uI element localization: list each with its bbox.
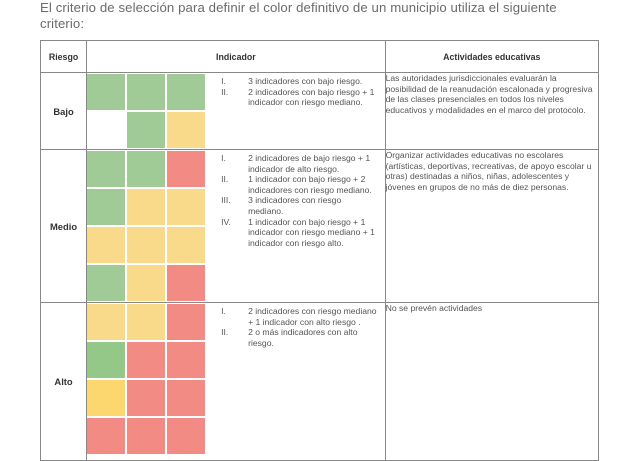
header-indicador: Indicador bbox=[87, 41, 386, 73]
color-swatch bbox=[127, 265, 165, 301]
color-swatch bbox=[87, 265, 125, 301]
list-item-text: 2 indicadores con bajo riesgo + 1 indicador con riesgo mediano. bbox=[248, 86, 375, 108]
list-item bbox=[221, 306, 379, 327]
color-swatch bbox=[87, 304, 125, 340]
indicator-cell bbox=[87, 150, 386, 303]
list-item-number: II. bbox=[221, 174, 229, 185]
criteria-table bbox=[40, 40, 599, 461]
color-swatch bbox=[87, 418, 125, 454]
table-header-row bbox=[41, 41, 599, 73]
color-swatch bbox=[87, 342, 125, 378]
list-item-text: 1 indicador con bajo riesgo + 1 indicador con riesgo mediano + 1 indicador con riesgo alto. bbox=[248, 216, 375, 248]
table-row bbox=[41, 303, 599, 461]
list-item-number: I. bbox=[221, 153, 226, 163]
color-swatch bbox=[127, 380, 165, 416]
list-item-text: 2 indicadores con riesgo mediano + 1 indicador con alto riesgo . bbox=[248, 306, 377, 327]
educational-activities-text: No se prevén actividades bbox=[385, 303, 598, 461]
list-item-number: I. bbox=[221, 306, 226, 316]
color-swatch bbox=[127, 227, 165, 263]
list-item bbox=[221, 327, 379, 348]
header-actividades: Actividades educativas bbox=[385, 41, 598, 73]
list-item-text: 3 indicadores con bajo riesgo. bbox=[248, 76, 363, 86]
table-row bbox=[41, 73, 599, 150]
header-riesgo: Riesgo bbox=[41, 41, 87, 73]
color-swatch-grid bbox=[87, 303, 207, 460]
list-item bbox=[221, 195, 379, 216]
color-swatch bbox=[87, 189, 125, 225]
list-item-number: IV. bbox=[221, 216, 231, 227]
color-swatch bbox=[167, 112, 205, 148]
list-item bbox=[221, 87, 379, 108]
list-item-text: 2 o más indicadores con alto riesgo. bbox=[248, 327, 358, 348]
color-swatch bbox=[127, 418, 165, 454]
indicator-description bbox=[207, 303, 385, 460]
indicator-description bbox=[207, 73, 385, 149]
risk-level-label: Alto bbox=[41, 303, 87, 461]
color-swatch bbox=[127, 189, 165, 225]
indicator-cell bbox=[87, 303, 386, 461]
list-item-number: III. bbox=[221, 195, 231, 206]
educational-activities-text: Las autoridades jurisdiccionales evaluarán la posibilidad de la reanudación escalonada y progresiva de las clases presenciales en todos los niveles educativos y modalidades en el marco del protocolo. bbox=[385, 73, 598, 150]
list-item-text: 1 indicador con bajo riesgo + 2 indicadores con riesgo mediano. bbox=[248, 174, 372, 195]
color-swatch bbox=[87, 151, 125, 187]
indicator-description bbox=[207, 150, 385, 302]
color-swatch bbox=[167, 418, 205, 454]
color-swatch bbox=[167, 227, 205, 263]
color-swatch bbox=[127, 74, 165, 110]
list-item-number: II. bbox=[221, 86, 229, 97]
list-item bbox=[221, 174, 379, 195]
color-swatch bbox=[167, 342, 205, 378]
color-swatch-grid bbox=[87, 150, 207, 302]
risk-level-label: Medio bbox=[41, 150, 87, 303]
list-item bbox=[221, 153, 379, 174]
list-item-number: II. bbox=[221, 327, 229, 338]
color-swatch bbox=[167, 380, 205, 416]
list-item bbox=[221, 217, 379, 249]
color-swatch bbox=[167, 265, 205, 301]
color-swatch bbox=[167, 189, 205, 225]
color-swatch bbox=[87, 227, 125, 263]
table-row bbox=[41, 150, 599, 303]
list-item bbox=[221, 76, 379, 87]
list-item-text: 2 indicadores de bajo riesgo + 1 indicador de alto riesgo. bbox=[248, 153, 371, 174]
color-swatch bbox=[87, 380, 125, 416]
color-swatch bbox=[87, 112, 125, 148]
color-swatch bbox=[127, 342, 165, 378]
color-swatch bbox=[167, 304, 205, 340]
list-item-text: 3 indicadores con riesgo mediano. bbox=[248, 195, 342, 216]
intro-text: El criterio de selección para definir el color definitivo de un municipio utiliza el siguiente criterio: bbox=[40, 0, 557, 31]
color-swatch bbox=[127, 112, 165, 148]
color-swatch bbox=[167, 151, 205, 187]
risk-level-label: Bajo bbox=[41, 73, 87, 150]
educational-activities-text: Organizar actividades educativas no escolares (artísticas, deportivas, recreativas, de apoyo escolar u otras) destinadas a niños, niñas, adolescentes y jóvenes en grupos de no más de diez personas. bbox=[385, 150, 598, 303]
list-item-number: I. bbox=[221, 76, 226, 86]
indicator-cell bbox=[87, 73, 386, 150]
color-swatch bbox=[87, 74, 125, 110]
color-swatch bbox=[127, 304, 165, 340]
color-swatch bbox=[167, 74, 205, 110]
color-swatch-grid bbox=[87, 73, 207, 149]
color-swatch bbox=[127, 151, 165, 187]
